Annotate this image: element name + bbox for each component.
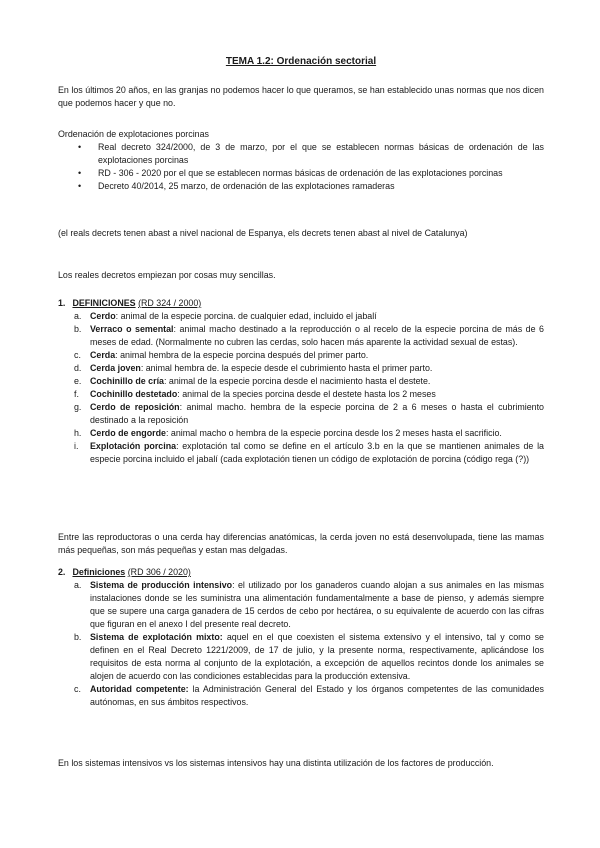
section-heading [58, 297, 544, 310]
list-item [58, 401, 544, 427]
section-1 [58, 297, 544, 466]
definition-term: Cochinillo de cría [90, 376, 164, 386]
list-item [58, 440, 544, 466]
ordenacion-block [58, 128, 544, 193]
definition-text: la Administración General del Estado y los órganos competentes de las comunidades autónomas, en sus ámbitos respectivos. [90, 684, 544, 707]
list-item [58, 310, 544, 323]
item-marker: d. [74, 363, 82, 373]
definition-term: Sistema de producción intensivo [90, 580, 233, 590]
definitions-list [58, 579, 544, 709]
item-marker: c. [74, 350, 81, 360]
section-heading [58, 566, 544, 579]
definition-term: Cerdo de engorde [90, 428, 166, 438]
definition-term: Verraco o semental [90, 324, 174, 334]
note-catalan-block [58, 227, 544, 240]
section-number: 2. [58, 567, 66, 577]
note-simple: Los reales decretos empiezan por cosas muy sencillas. [58, 270, 276, 280]
definition-term: Autoridad competente: [90, 684, 189, 694]
item-marker: c. [74, 684, 81, 694]
ordenacion-list [58, 141, 544, 193]
definition-text: : el utilizado por los ganaderos cuando alojan a sus animales en las mismas instalaciones donde se les suministra una alimentación fundamentalmente a base de pienso, y además siempre que se supere una carga ganadera de 15 cerdos de cebo por hectárea, o su equivalente de acuerdo con las cifras que figuran en el anexo I del presente real decreto. [90, 580, 544, 629]
list-item [58, 427, 544, 440]
item-marker: h. [74, 428, 82, 438]
note-repro: Entre las reproductoras o una cerda hay diferencias anatómicas, la cerda joven no está desenvolupada, tiene las mamas más pequeñas, son más pequeñas y estan mas delgadas. [58, 532, 544, 555]
definition-text: : animal macho o hembra de la especie porcina desde los 2 meses hasta el sacrificio. [165, 428, 502, 438]
definition-text: : animal de la species porcina desde el destete hasta los 2 meses [177, 389, 436, 399]
definition-text: : animal macho destinado a la reproducción o al recelo de la especie porcina de más de 6 meses de edad. (Normalmente no cubren las cerdas, solo hacen más aparente la actividad sexual de estas). [90, 324, 544, 347]
definition-term: Sistema de explotación mixto: [90, 632, 223, 642]
definition-text: : animal de la especie porcina. de cualquier edad, incluido el jabalí [115, 311, 377, 321]
list-item [58, 362, 544, 375]
definition-term: Cochinillo destetado [90, 389, 178, 399]
item-marker: b. [74, 324, 82, 334]
definition-term: Cerda joven [90, 363, 141, 373]
ordenacion-heading: Ordenación de explotaciones porcinas [58, 129, 209, 139]
item-marker: f. [74, 389, 79, 399]
list-item [58, 388, 544, 401]
definition-text: : animal macho. hembra de la especie porcina de 2 a 6 meses o hasta el cubrimiento destinado a la reposición [90, 402, 544, 425]
list-item: • RD - 306 - 2020 por el que se establecen normas básicas de ordenación de las explotaciones porcinas [58, 167, 544, 180]
section-reference: (RD 324 / 2000) [138, 298, 202, 308]
definition-term: Explotación porcina [90, 441, 177, 451]
note-simple-block [58, 269, 544, 282]
note-repro-block [58, 531, 544, 557]
list-item [58, 631, 544, 683]
note-catalan: (el reals decrets tenen abast a nivel nacional de Espanya, els decrets tenen abast al nivel de Catalunya) [58, 228, 468, 238]
list-item [58, 323, 544, 349]
definition-text: : explotación tal como se define en el artículo 3.b en la que se mantienen animales de la especie porcina incluido el jabalí (cada explotación tienen un código de explotación de porcina (código rega (?)) [90, 441, 544, 464]
list-item: • Real decreto 324/2000, de 3 de marzo, por el que se establecen normas básicas de ordenación de las explotaciones porcinas [58, 141, 544, 167]
list-item [58, 683, 544, 709]
page-title: TEMA 1.2: Ordenación sectorial [225, 56, 377, 67]
list-item [58, 349, 544, 362]
definition-text: : animal hembra de la especie porcina después del primer parto. [115, 350, 369, 360]
intro-block [58, 84, 544, 110]
definition-text: aquel en el que coexisten el sistema extensivo y el intensivo, tal y como se definen en el Real Decreto 1221/2009, de 17 de julio, y la presente norma, respectivamente, aplicándose los requisitos de esta norma al conjunto de la explotación, a excepción de aquellos recintos donde los animales se alojen de acuerdo con las condiciones establecidas para la producción extensiva. [90, 632, 544, 681]
definition-text: : animal hembra de. la especie desde el cubrimiento hasta el primer parto. [140, 363, 433, 373]
item-marker: i. [74, 441, 79, 451]
section-2 [58, 566, 544, 709]
definition-text: : animal de la especie porcina desde el nacimiento hasta el destete. [163, 376, 431, 386]
item-marker: g. [74, 402, 82, 412]
section-number: 1. [58, 298, 66, 308]
item-marker: b. [74, 632, 82, 642]
item-marker: e. [74, 376, 82, 386]
section-reference: (RD 306 / 2020) [127, 567, 191, 577]
intro-paragraph: En los últimos 20 años, en las granjas no podemos hacer lo que queramos, se han establecido unas normas que nos dicen que podemos hacer y que no. [58, 85, 544, 108]
closing-block [58, 757, 544, 770]
list-item [58, 375, 544, 388]
definition-term: Cerda [90, 350, 116, 360]
section-label: DEFINICIONES [72, 298, 136, 308]
list-item: • Decreto 40/2014, 25 marzo, de ordenación de las explotaciones ramaderas [58, 180, 544, 193]
list-item [58, 579, 544, 631]
item-marker: a. [74, 311, 82, 321]
definitions-list [58, 310, 544, 466]
definition-term: Cerdo de reposición [90, 402, 180, 412]
item-marker: a. [74, 580, 82, 590]
section-label: Definiciones [72, 567, 126, 577]
definition-term: Cerdo [90, 311, 116, 321]
closing-paragraph: En los sistemas intensivos vs los sistemas intensivos hay una distinta utilización de los factores de producción. [58, 758, 494, 768]
